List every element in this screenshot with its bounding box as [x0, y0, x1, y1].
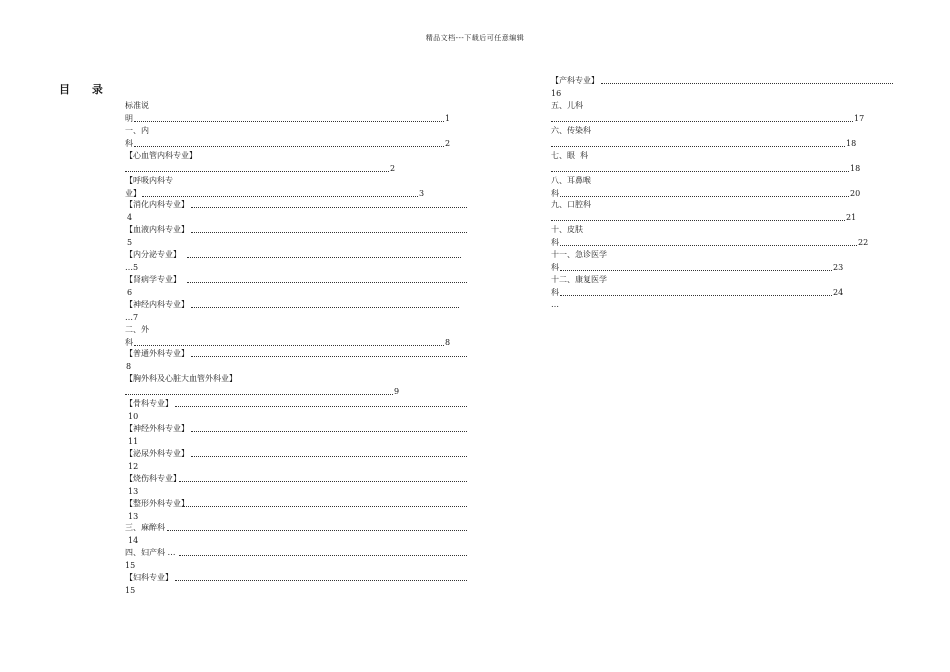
toc-page-number: 3 [419, 189, 425, 198]
toc-entry-label: 【呼吸内科专 [125, 176, 173, 185]
toc-page-number: 2 [390, 164, 396, 173]
dot-leader [560, 295, 832, 296]
toc-entry-label: 【烧伤科专业】 [125, 474, 181, 483]
dot-leader [134, 146, 444, 147]
dot-leader [187, 282, 467, 283]
toc-page-number: 18 [846, 139, 857, 148]
toc-page-number: 4 [127, 213, 133, 222]
toc-entry-label: 【神经内科专业】 [125, 300, 189, 309]
toc-entry-label: 【消化内科专业】 [125, 200, 189, 209]
toc-page-number: 8 [126, 362, 132, 371]
dot-leader [167, 530, 467, 531]
toc-entry-label: 【产科专业】 [551, 76, 599, 85]
toc-page-number: 10 [128, 412, 139, 421]
dot-leader [560, 270, 832, 271]
dot-leader [134, 345, 444, 346]
toc-page-number: 12 [128, 462, 139, 471]
toc-entry-label: 【神经外科专业】 [125, 424, 189, 433]
toc-entry-label: 十、皮肤 [551, 225, 583, 234]
dot-leader [191, 232, 467, 233]
toc-entry-label: 二、外 [125, 325, 149, 334]
toc-page-number: 13 [128, 512, 139, 521]
toc-title: 目 录 [59, 83, 112, 96]
toc-entry-label: 八、耳鼻喉 [551, 176, 591, 185]
toc-entry-label-cont: 科 [551, 189, 559, 198]
toc-page-number: 9 [394, 387, 400, 396]
dot-leader [125, 394, 393, 395]
dot-leader [183, 506, 467, 507]
dot-leader [551, 171, 849, 172]
toc-page-number: 17 [854, 114, 865, 123]
toc-page-number: 2 [445, 139, 451, 148]
toc-entry-label: 【骨科专业】 [125, 399, 173, 408]
toc-entry-label-cont: 明 [125, 114, 133, 123]
dot-leader [125, 171, 389, 172]
toc-entry-label-cont: 科 [551, 263, 559, 272]
toc-page-number: 14 [128, 536, 139, 545]
dot-leader [551, 146, 845, 147]
toc-entry-label: 【普通外科专业】 [125, 349, 189, 358]
toc-entry-label: 九、口腔科 [551, 200, 591, 209]
dot-leader [179, 555, 467, 556]
dot-leader [191, 431, 467, 432]
toc-page-number: 18 [850, 164, 861, 173]
toc-page-number: 24 [833, 288, 844, 297]
toc-page-number: 11 [128, 437, 139, 446]
toc-page-number: 22 [858, 238, 869, 247]
toc-page-number: 5 [127, 238, 133, 247]
dot-leader [191, 456, 467, 457]
toc-entry-label: 【血液内科专业】 [125, 225, 189, 234]
toc-entry-label: 【泌尿外科专业】 [125, 449, 189, 458]
toc-entry-label: 四、妇产科 … [125, 548, 176, 557]
toc-entry-label: 七、眼 科 [551, 151, 589, 160]
toc-page-number: 6 [127, 288, 133, 297]
dot-leader [179, 481, 467, 482]
toc-page-number: 20 [850, 189, 861, 198]
toc-page-number: 1 [445, 114, 451, 123]
toc-page-number: 15 [125, 586, 136, 595]
dot-leader [187, 257, 461, 258]
toc-entry-label: 【胸外科及心脏大血管外科业】 [125, 374, 237, 383]
toc-page-number: … [551, 300, 559, 309]
toc-page-number: 13 [128, 487, 139, 496]
toc-page-number: 8 [445, 338, 451, 347]
dot-leader [191, 207, 467, 208]
toc-entry-label: 【内分泌专业】 [125, 250, 181, 259]
toc-entry-label: 十二、康复医学 [551, 275, 607, 284]
dot-leader [175, 406, 467, 407]
toc-entry-label: 三、麻醉科 [125, 523, 165, 532]
toc-entry-label-cont: 科 [551, 288, 559, 297]
toc-entry-label: 六、传染科 [551, 126, 591, 135]
toc-entry-label: 【整形外科专业】 [125, 499, 189, 508]
dot-leader [191, 356, 467, 357]
dot-leader [560, 196, 849, 197]
toc-page-number: …7 [125, 313, 139, 322]
toc-page-number: …5 [125, 263, 139, 272]
toc-entry-label: 【妇科专业】 [125, 573, 173, 582]
toc-entry-label: 【肾病学专业】 [125, 275, 181, 284]
toc-entry-label: 五、儿科 [551, 101, 583, 110]
toc-entry-label: 十一、急诊医学 [551, 250, 607, 259]
toc-page-number: 21 [846, 213, 857, 222]
dot-leader [551, 220, 845, 221]
toc-entry-label-cont: 业】 [125, 189, 141, 198]
dot-leader [191, 307, 459, 308]
dot-leader [601, 83, 893, 84]
toc-page-number: 15 [125, 561, 136, 570]
dot-leader [134, 121, 444, 122]
dot-leader [175, 580, 467, 581]
dot-leader [560, 245, 857, 246]
toc-page-number: 16 [551, 89, 562, 98]
toc-page-number: 23 [833, 263, 844, 272]
dot-leader [142, 196, 418, 197]
toc-entry-label-cont: 科 [125, 338, 133, 347]
dot-leader [551, 121, 853, 122]
toc-entry-label-cont: 科 [551, 238, 559, 247]
toc-entry-label: 一、内 [125, 126, 149, 135]
toc-entry-label: 标准说 [125, 101, 149, 110]
toc-entry-label-cont: 科 [125, 139, 133, 148]
toc-entry-label: 【心血管内科专业】 [125, 151, 197, 160]
page-header: 精品文档---下载后可任意编辑 [425, 34, 525, 42]
